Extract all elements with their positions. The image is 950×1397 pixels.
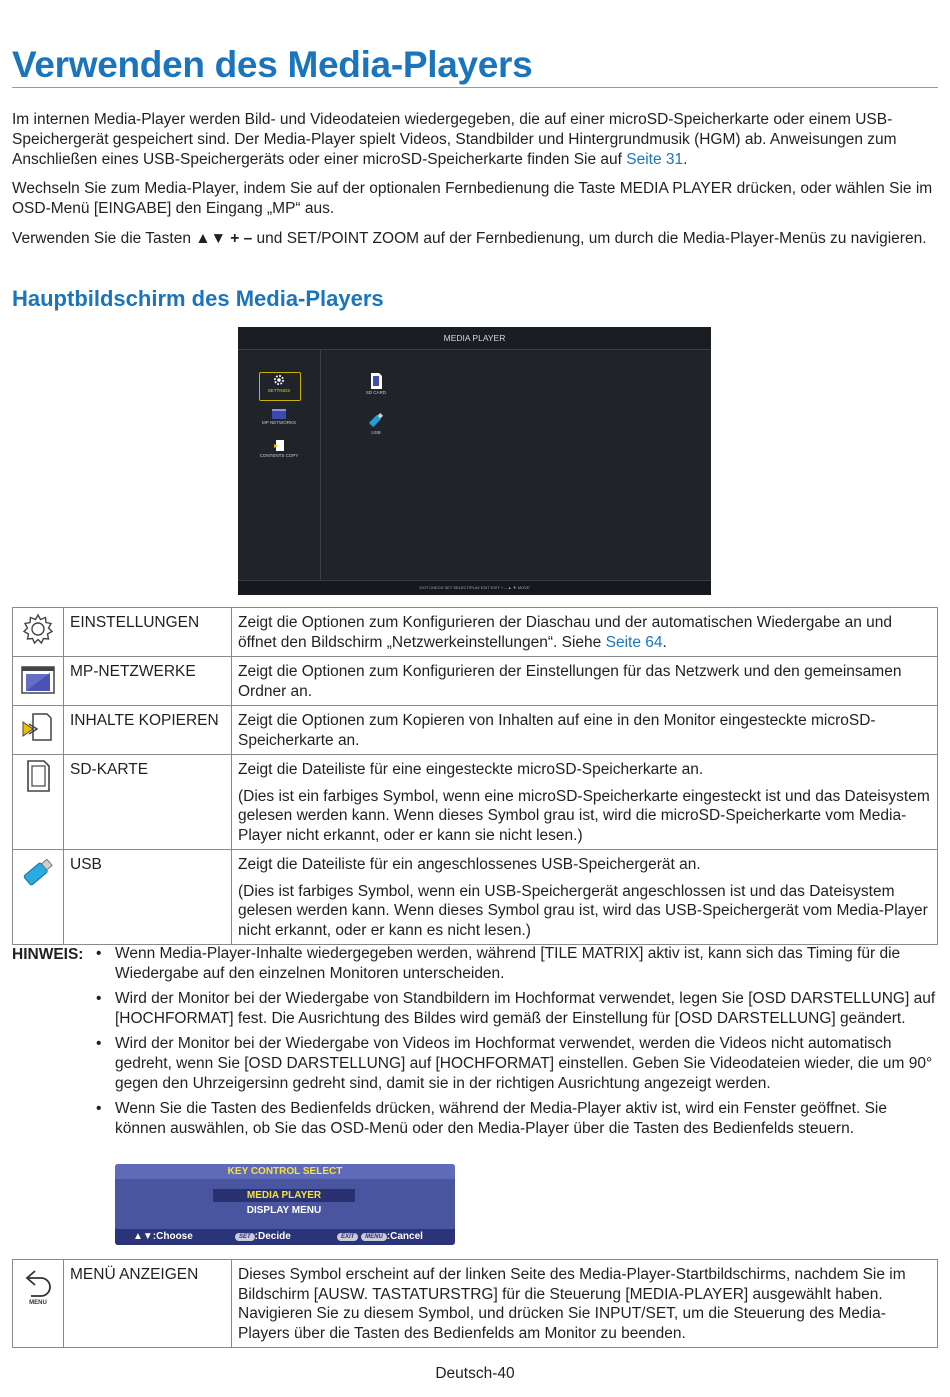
sd-card-icon bbox=[370, 373, 382, 389]
name-cell: INHALTE KOPIEREN bbox=[64, 706, 232, 755]
desc-cell: Zeigt die Dateiliste für eine eingesteckte microSD-Speicherkarte an. (Dies ist ein farbiges Symbol, wenn eine microSD-Speicherkarte eingesteckt ist und das Dateisystem gelesen werden kann. Wenn dieses Symbol grau ist, wird die microSD-Speicherkarte vom Media-Player nicht erkannt, oder er kann sie nicht lesen.) bbox=[232, 755, 938, 850]
page-64-link[interactable]: Seite 64 bbox=[605, 633, 663, 651]
media-player-key-guide: EXIT CHECK SET SELECT/PLAY EXIT EXIT + – ▲ ▼ MOVE bbox=[238, 580, 711, 595]
exit-key-icon: EXIT bbox=[337, 1233, 358, 1241]
key-control-select-dialog bbox=[115, 1164, 455, 1245]
desc-cell: Zeigt die Optionen zum Kopieren von Inhalten auf eine in den Monitor eingesteckte microSD-Speicherkarte an. bbox=[232, 706, 938, 755]
gear-icon bbox=[272, 373, 286, 387]
dialog-title: KEY CONTROL SELECT bbox=[115, 1164, 455, 1179]
page-title: Verwenden des Media-Players bbox=[12, 44, 533, 85]
mp-settings-item[interactable]: SETTINGS bbox=[259, 373, 299, 393]
return-menu-icon bbox=[21, 1268, 55, 1306]
name-cell: SD-KARTE bbox=[64, 755, 232, 850]
network-icon bbox=[272, 409, 286, 419]
icon-description-table bbox=[12, 607, 938, 945]
svg-text:MENU: MENU bbox=[29, 1300, 47, 1306]
table-row bbox=[13, 657, 938, 706]
remote-keys: ▲▼ + – bbox=[195, 230, 253, 247]
note-label: HINWEIS: bbox=[12, 946, 84, 963]
desc-cell: Zeigt die Optionen zum Konfigurieren der Diaschau und der automatischen Wiedergabe an und öffnet den Bildschirm „Netzwerkeinstellungen“. Siehe Seite 64. bbox=[232, 608, 938, 657]
decide-hint: SET :Decide bbox=[235, 1229, 291, 1245]
name-cell: EINSTELLUNGEN bbox=[64, 608, 232, 657]
dialog-key-guide bbox=[115, 1229, 455, 1245]
name-cell: MP-NETZWERKE bbox=[64, 657, 232, 706]
network-icon bbox=[20, 661, 56, 695]
cancel-hint: EXIT MENU :Cancel bbox=[337, 1229, 423, 1245]
note-list bbox=[96, 944, 936, 1144]
table-row bbox=[13, 608, 938, 657]
mp-contents-copy-item[interactable]: CONTENTS COPY bbox=[254, 439, 304, 458]
table-row bbox=[13, 706, 938, 755]
media-player-title: MEDIA PLAYER bbox=[238, 327, 711, 350]
option-display-menu[interactable]: DISPLAY MENU bbox=[246, 1205, 322, 1216]
title-divider bbox=[12, 87, 938, 88]
intro-paragraph-3: Verwenden Sie die Tasten ▲▼ + – und SET/POINT ZOOM auf der Fernbedienung, um durch die Media-Player-Menüs zu navigieren. bbox=[12, 230, 927, 247]
table-row bbox=[13, 755, 938, 850]
table-row bbox=[13, 1260, 938, 1348]
option-media-player[interactable]: MEDIA PLAYER bbox=[213, 1189, 355, 1202]
mp-usb-item[interactable]: USB bbox=[362, 411, 390, 435]
menu-key-icon: MENU bbox=[361, 1233, 387, 1241]
choose-hint: ▲▼:Choose bbox=[133, 1231, 193, 1242]
desc-cell: Zeigt die Dateiliste für ein angeschlossenes USB-Speichergerät an. (Dies ist farbiges Symbol, wenn ein USB-Speichergerät angeschlossen ist und das Dateisystem gelesen werden kann. Wenn dieses Symbol grau ist, wird das USB-Speichergerät vom Media-Player nicht erkannt, oder er kann es nicht lesen.) bbox=[232, 850, 938, 945]
gear-icon bbox=[21, 612, 55, 646]
set-key-icon: SET bbox=[235, 1233, 255, 1241]
section-heading: Hauptbildschirm des Media-Players bbox=[12, 286, 384, 311]
list-item: • Wenn Media-Player-Inhalte wiedergegeben werden, während [TILE MATRIX] aktiv ist, kann sich das Timing für die Wiedergabe auf den einzelnen Monitoren unterscheiden. bbox=[96, 944, 936, 984]
desc-cell: Dieses Symbol erscheint auf der linken Seite des Media-Player-Startbildschirms, nachdem Sie im Bildschirm [AUSW. TASTATURSTRG] für die Steuerung [MEDIA-PLAYER] ausgewählt haben. Navigieren Sie zu diesem Symbol, und drücken Sie INPUT/SET, um die Steuerung des Media-Players über die Tasten des Bedienfelds am Monitor zu beenden. bbox=[232, 1260, 938, 1348]
contents-copy-icon bbox=[21, 710, 55, 744]
name-cell: USB bbox=[64, 850, 232, 945]
page-number: Deutsch-40 bbox=[435, 1365, 515, 1382]
sd-card-icon bbox=[23, 759, 53, 793]
name-cell: MENÜ ANZEIGEN bbox=[64, 1260, 232, 1348]
page-31-link[interactable]: Seite 31 bbox=[626, 151, 684, 168]
usb-icon bbox=[20, 854, 56, 890]
menu-description-table bbox=[12, 1259, 938, 1348]
table-row bbox=[13, 850, 938, 945]
desc-cell: Zeigt die Optionen zum Konfigurieren der Einstellungen für das Netzwerk und den gemeinsamen Ordner an. bbox=[232, 657, 938, 706]
intro-paragraph-1: Im internen Media-Player werden Bild- und Videodateien wiedergegeben, die auf einer microSD-Speicherkarte oder einem USB-Speichergerät gespeichert sind. Der Media-Player spielt Videos, Standbilder und Hintergrundmusik (HGM) ab. Anweisungen zum Anschließen eines USB-Speichergeräts oder einer microSD-Speicherkarte finden Sie auf Seite 31. bbox=[12, 111, 897, 168]
list-item: • Wenn Sie die Tasten des Bedienfelds drücken, während der Media-Player aktiv ist, wird ein Fenster geöffnet. Sie können auswählen, ob Sie das OSD-Menü oder den Media-Player über die Tasten des Bedienfelds steuern. bbox=[96, 1099, 936, 1139]
list-item: • Wird der Monitor bei der Wiedergabe von Standbildern im Hochformat verwendet, legen Sie [OSD DARSTELLUNG] auf [HOCHFORMAT] fest. Die Ausrichtung des Bildes wird gemäß der Einstellung für [OSD DARSTELLUNG] geändert. bbox=[96, 989, 936, 1029]
mp-networks-item[interactable]: MP NETWORKS bbox=[254, 409, 304, 425]
contents-copy-icon bbox=[274, 439, 285, 452]
usb-icon bbox=[367, 411, 385, 429]
media-player-screenshot bbox=[238, 327, 711, 595]
list-item: • Wird der Monitor bei der Wiedergabe von Videos im Hochformat verwendet, werden die Videos nicht automatisch gedreht, wenn Sie [OSD DARSTELLUNG] auf [HOCHFORMAT] einstellen. Geben Sie Videodateien wieder, die um 90° gegen den Uhrzeigersinn gedreht sind, damit sie in der richtigen Ausrichtung angezeigt werden. bbox=[96, 1034, 936, 1094]
mp-sd-card-item[interactable]: SD CARD bbox=[362, 373, 390, 395]
intro-paragraph-2: Wechseln Sie zum Media-Player, indem Sie auf der optionalen Fernbedienung die Taste MEDIA PLAYER drücken, oder wählen Sie im OSD-Menü [EINGABE] den Eingang „MP“ aus. bbox=[12, 180, 933, 217]
